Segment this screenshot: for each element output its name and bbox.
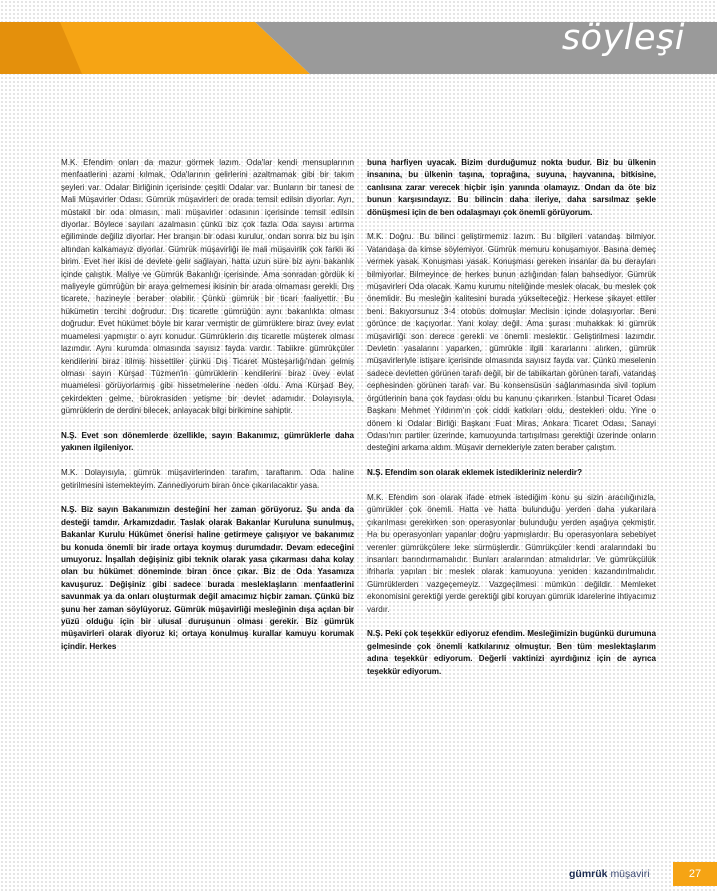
page-number: 27 [673,862,717,886]
interview-question: N.Ş. Peki çok teşekkür ediyoruz efendim. Mesleğimizin bugünkü durumuna gelmesinde çok önemli katkılarınız olmuştur. Ben tüm meslektaşlarım adına teşekkür ediyorum. Değerli vaktinizi ayırdığınız için de ayrıca teşekkür ediyorum. [367,629,656,676]
brand-name-light: müşaviri [610,868,650,880]
section-title: söyleşi [561,18,685,58]
interview-question: N.Ş. Evet son dönemlerde özellikle, sayın Bakanımız, gümrüklerle daha yakınen ilgileniyor. [61,430,354,453]
magazine-brand [569,868,650,880]
interview-answer: M.K. Doğru. Bu bilinci geliştirmemiz lazım. Bu bilgileri vatandaş bilmiyor. Vatandaşa da kimse söylemiyor. Gümrük memuru konuşamıyor. Basına demeç vermek yasak. Konuşması yasak. Konuşması gereken insanlar da bu derayları bilmiyorlar. Bilmeyince de herkes bunun azlığından falan bahsediyor. Gümrük müşavirleri Oda olacak. Kamu kurumu niteliğinde meslek olacak, bu meslek çok önemlidir. Bu mesleğin kalitesini burada yükselteceğiz. Herkese şikayet ettiler beni. Bakıyorsunuz 3-4 otobüs dolmuşlar Meclisin içinde dolaşıyorlar. Beni görünce de kaçıyorlar. Yani kolay değil. Ama şurası muhakkak ki gümrük müşavirliği son derece gerekli ve önemli meslektir. Geliştirilmesi lazımdır. Devletin yasalarını yaparken, gümrükle ilgili kararlarını alırken, gümrük müşavirleriyle istişare içerisinde olmasında sayısız fayda var. Çünkü meselenin sadece devletten görünen tarafı değil, bir de tabiikartan görünen tarafı, vatandaş cephesinden görünen tarafı var. Bu konsensüsün sağlanmasında sivil toplum örgütlerinin bana çok faydası oldu bu kanunu çıkarırken. İstanbul Ticaret Odası Başkanı Mehmet Yıldırım'ın çok ciddi katkıları oldu, destekleri oldu. Yine o dönem ki Odalar Birliği Başkanı Fuat Miras, Ankara Ticaret Odası, Sanayi Odası'nın partiler üzerinde, kamuoyunda tartışılması gerektiği üzerinde onların desteğini arkama aldım. Müşavir dernekleriyle zaten beraber çalıştım. [367,232,656,453]
interview-question: N.Ş. Efendim son olarak eklemek istedikleriniz nelerdir? [367,468,583,478]
article-column-left [61,157,354,666]
interview-answer: M.K. Efendim son olarak ifade etmek istediğim konu şu sizin aracılığınızla, gümrükler çok önemli. Hatta ve hatta bulunduğu yerden daha yukarılara çıkarılması gerekirken son operasyonlar bulunduğu yerden aşağıya çekmiştir. Ha bu operasyonları yapanlar doğru yapmışlardır. Bu operasyonlara sebebiyet verenler gümrükçülere leke sürmüşlerdir. Gümrükçüler kendi aralarındaki bu insanları barındırmamalıdır. Bunları aralarından atmalıdırlar. Ve gümrükçülük ifriharla yapılan bir meslek olarak kamuoyuna yeniden kazandırılmalıdır. Gümrüklerden vazgeçemeyiz. Vazgeçilmesi mümkün değildir. Memleket ekonomisini gerektiği yerde gerektiği gibi koruyan gümrük idarelerine ihtiyacımız vardır. [367,492,656,614]
brand-name-bold: gümrük [569,868,608,880]
interview-answer: M.K. Efendim onları da mazur görmek lazım. Oda'lar kendi mensuplarının menfaatlerini azami kılmak, Oda'larının gelirlerini azaltmamak gibi bir takım şeyleri var. Odalar Birliğinin içerisinde çeşitli Odalar var. Bunların bir tanesi de Mali Müşavirler Odası. Gümrük müşavirleri de orada temsil edilsin diyorlar. Ayrı, müstakil bir oda olmasın, mali müşavirler odasının içerisinde temsil edilsin diyorlar. Böylece sayıları azalmasın çünkü biz çok fazla Oda sayısı artırma eğiliminde değiliz diyorlar. Her branşın bir odası kurulur, ondan sonra biz bu işin altından kalkamayız diyorlar. Gümrük müşavirliği ile mali müşavirlik çok farklı iki birim. Evet her ikisi de devlete gelir sağlayan, hatta uzun süre biz aynı bakanlık içinde çalıştık. Maliye ve Gümrük Bakanlığı içerisinde. Ama sonradan gördük ki maliyeyle gümrüğün bir araya gelmemesi ikisinin bir arada olmaması gerekli. Dış ticarete, hazineyle beraber olabilir. Çünkü gümrük bir ticari faaliyettir. Bu hükümetin tercihi doğrudur. Dış ticaretle gümrüğün aynı bakanlıkta olması doğrudur. Evet hükümet böyle bir karar vermiştir de gümrüklere biraz üvey evlat muamelesi yapmıştır o ayrı konudur. Gümrüklerin dış ticaretle müşterek olması lazımdır. Aynı kurumda olmasında sayısız fayda vardır. Tabiikre gümrükçüler kendilerini biraz itilmiş hissettiler çünkü Dış Ticaret Müsteşarlığı'ndan gelmiş olması sayın Kürşad Tüzmen'in gümrüklerin kendilerini biraz üvey evlat muamelesi görüyorlarmış gibi hissetmelerine neden oldu. Ama Kürşad Bey, çekirdekten gelme, bürokrasiden yetişme bir devlet adamıdır. Dolayısıyla, gümrüklerin de derdini bilecek, anlayacak bilgi birikimine sahiptir. [61,158,354,416]
interview-question: buna harfiyen uyacak. Bizim durduğumuz nokta budur. Biz bu ülkenin insanına, bu ülkenin taşına, toprağına, suyuna, hayvanına, bitkisine, canlısına zarar verecek hiçbir işin yanında olamayız. Ondan da öte biz bunun karşısındayız. Bu bilincin daha ileriye, daha sarsılmaz şekle dönüşmesi için de ben odalaşmayı çok önemli görüyorum. [367,158,656,217]
page-header [0,0,717,74]
page-footer [565,862,717,886]
interview-question: N.Ş. Biz sayın Bakanımızın desteğini her zaman görüyoruz. Şu anda da desteği tamdır. Arkamızdadır. Taslak olarak Bakanlar Kuruluna sunulmuş, Bakanlar Kurulu Hükümet önerisi haline getirmeye çalışıyor ve bakanımız bu konuda önemli bir irade ortaya koymuş durumdadır. Devam edeceğini umuyoruz. İnşallah değişiniz gibi teknik olarak yasa çıkarması daha kolay olan bu hükümet döneminde biran önce çıkar. Biz de Oda Yasamıza kavuşuruz. Değişiniz gibi sadece burada mesleklaşların menfaatlerini savunmak ya da onları oluşturmak değil amacımız hiçbir zaman. Çünkü biz şunu her zaman söylüyoruz. Gümrük müşavirliği mesleğinin dışa açılan bir yüzü olduğu için bir ulusal duruşunun olması gerekir. Biz gümrük müşavirleri olarak diyoruz ki; ortaya konulmuş kurallar kamuyu korumak içindir. Herkes [61,505,354,651]
interview-answer: M.K. Dolayısıyla, gümrük müşavirlerinden tarafım, taraftarım. Oda haline getirilmesini istemekteyim. Zannediyorum biran önce çıkarılacaktır yasa. [61,468,354,490]
article-column-right [367,157,656,690]
